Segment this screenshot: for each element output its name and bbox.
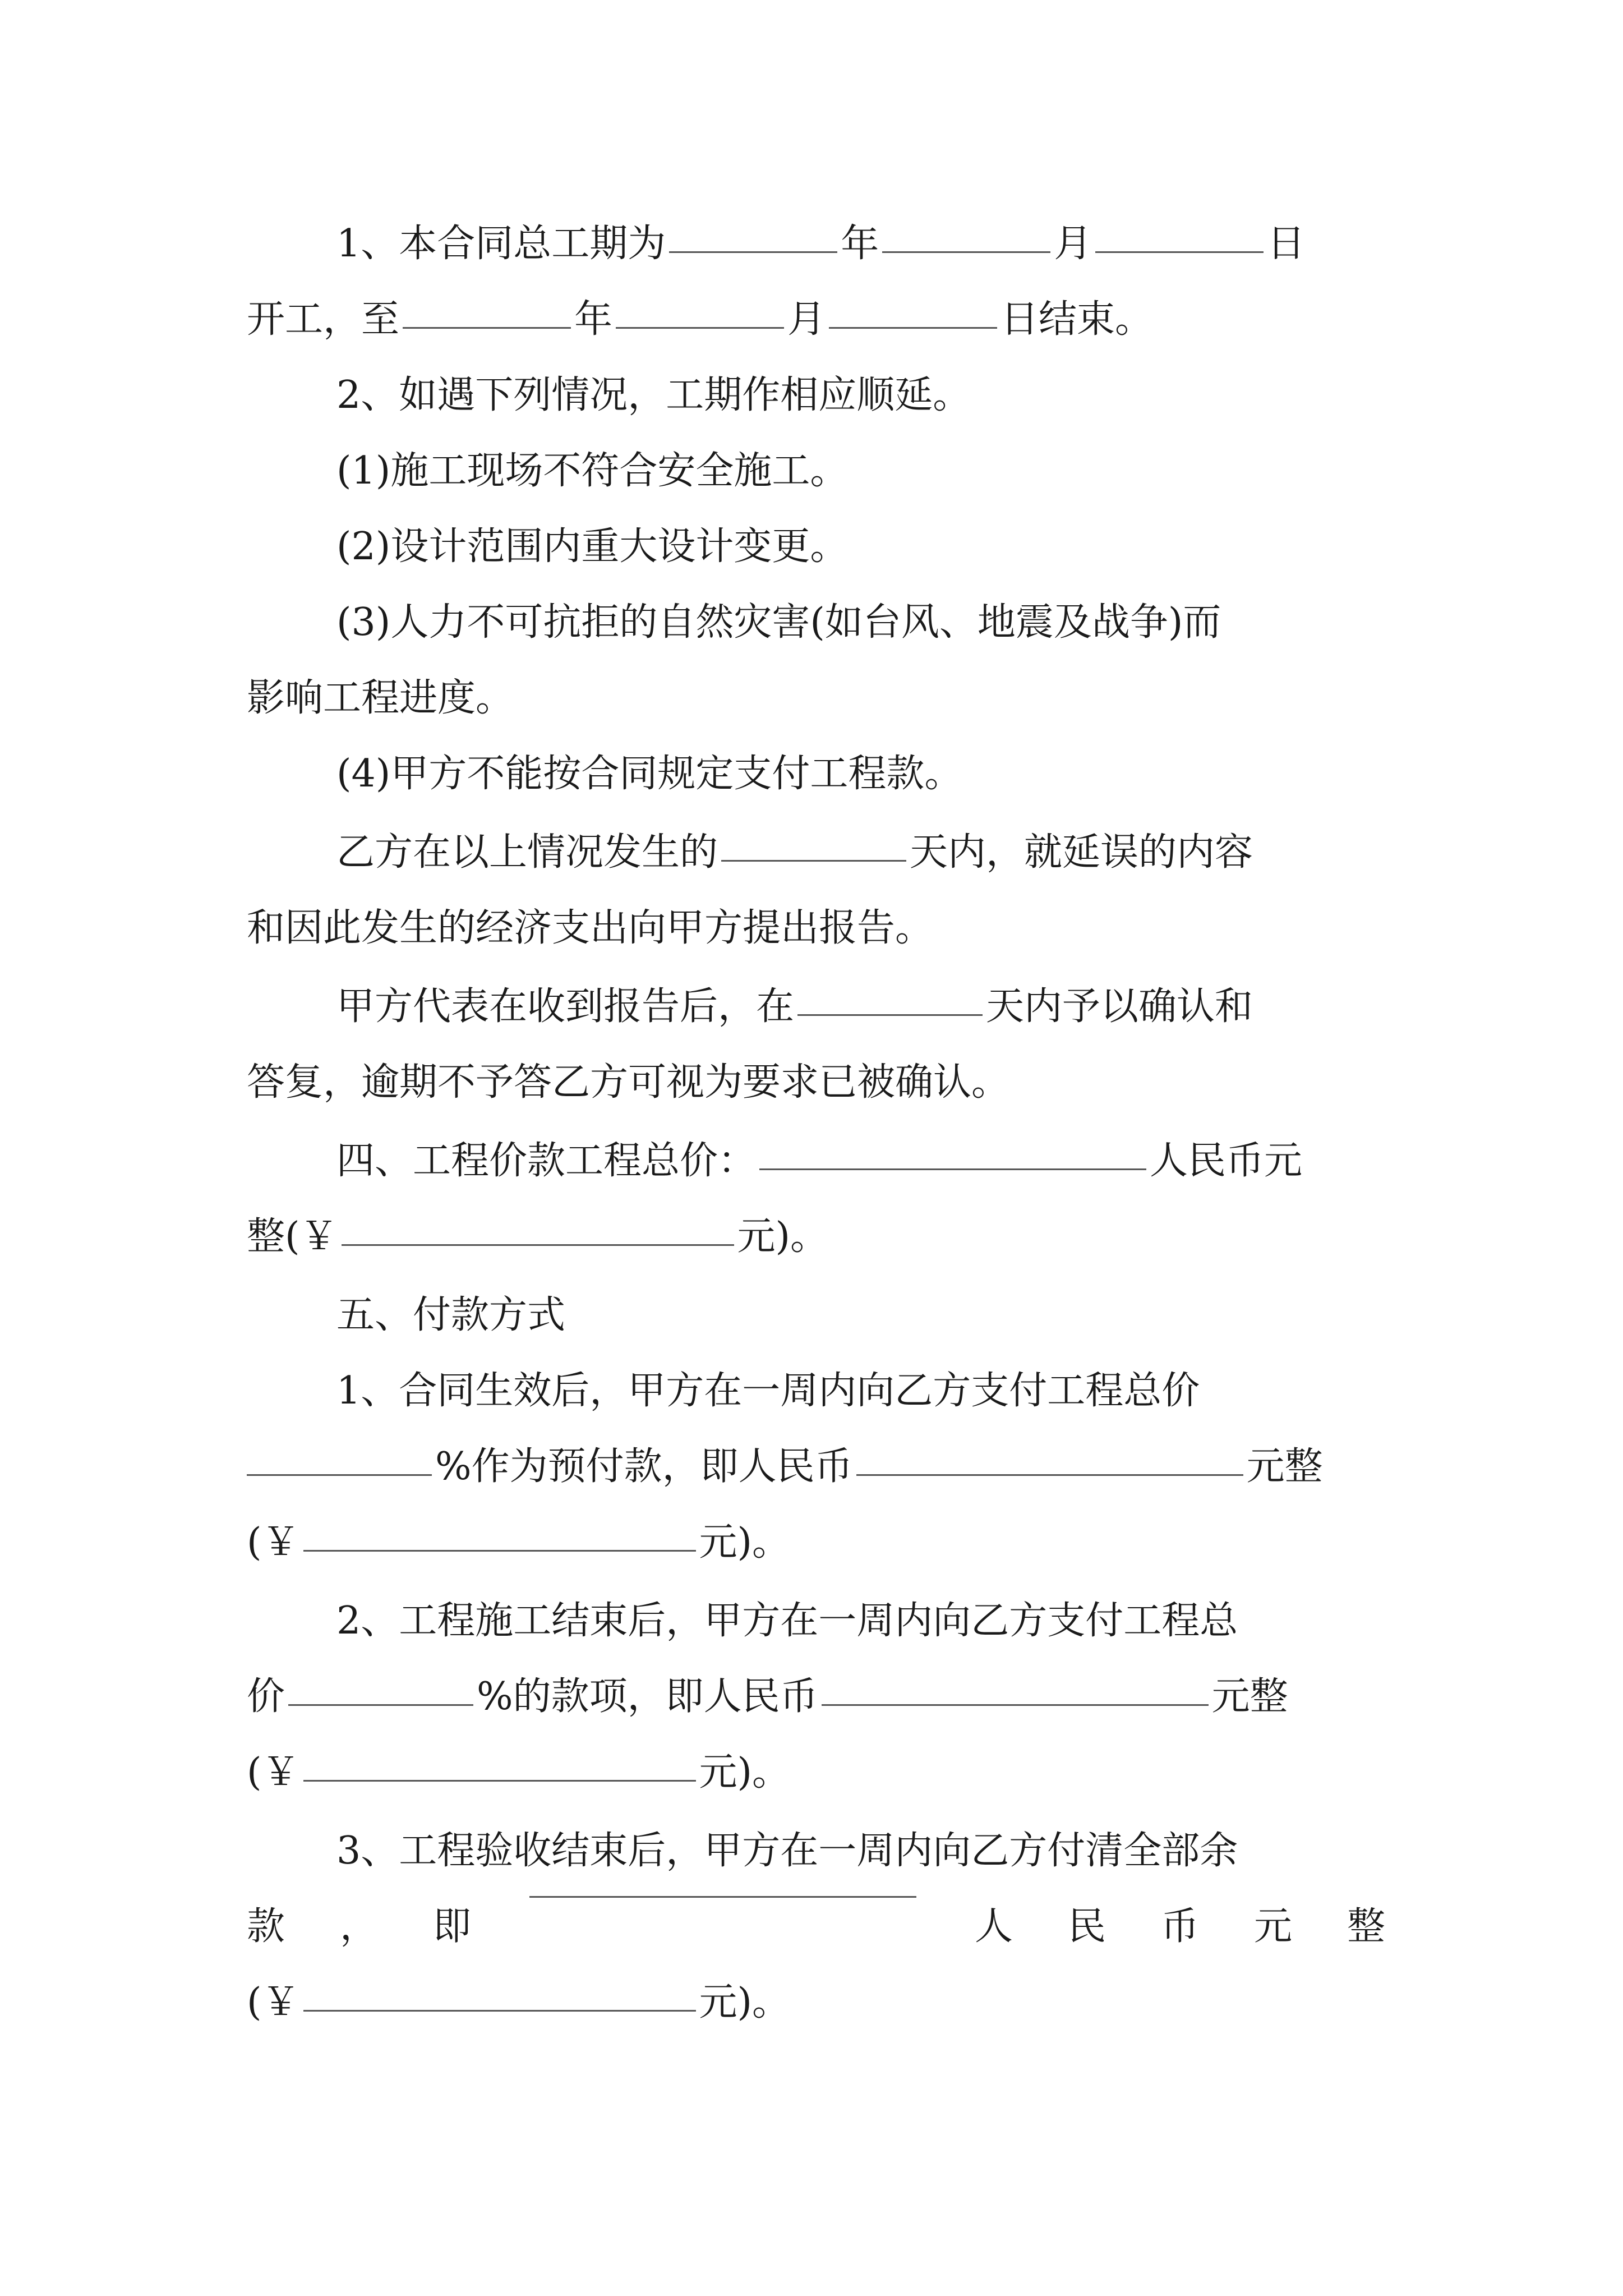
text: 2、工程施工结束后，甲方在一周内向乙方支付工程总	[336, 1599, 1238, 1643]
text: (￥	[247, 1980, 300, 2024]
advance-figure-blank[interactable]	[303, 1549, 696, 1552]
text: 影响工程进度。	[247, 676, 514, 720]
text: (￥	[247, 1520, 300, 1565]
total-price-blank[interactable]	[759, 1168, 1146, 1170]
text: %的款项，即人民币	[477, 1674, 818, 1719]
text: 元)。	[699, 1980, 791, 2024]
confirm-clause-line-2	[247, 1055, 1385, 1111]
total-price-figure-blank[interactable]	[342, 1244, 734, 1246]
text: 天内，就延误的内容	[910, 830, 1253, 875]
text: 四、工程价款工程总价：	[336, 1139, 757, 1183]
extension-item-3-cont	[247, 670, 1385, 726]
text: (1)施工现场不符合安全施工。	[336, 449, 849, 493]
start-year-blank[interactable]	[669, 251, 837, 253]
payment-1-line-1	[336, 1363, 1385, 1419]
text: 价	[247, 1674, 285, 1719]
text: (3)人力不可抗拒的自然灾害(如台风、地震及战争)而	[336, 600, 1221, 645]
text: 答复，逾期不予答乙方可视为要求已被确认。	[247, 1060, 1010, 1105]
text: (2)设计范围内重大设计变更。	[336, 524, 849, 569]
payment-3-line-3	[247, 1975, 1385, 2031]
text: (￥	[247, 1750, 300, 1795]
text: 即	[433, 1904, 472, 1949]
balance-amount-blank[interactable]	[529, 1895, 916, 1898]
balance-figure-blank[interactable]	[303, 2009, 696, 2012]
extension-item-2	[336, 519, 1385, 575]
end-year-blank[interactable]	[403, 326, 571, 329]
text: 天内予以确认和	[986, 984, 1253, 1029]
text: 乙方在以上情况发生的	[336, 830, 718, 875]
text: 人民币元	[1150, 1139, 1303, 1183]
clause-extension-heading	[336, 367, 1385, 424]
text: 元)。	[699, 1750, 791, 1795]
text: 月	[787, 297, 826, 342]
text: 整	[1347, 1904, 1385, 1949]
advance-percent-blank[interactable]	[247, 1474, 432, 1476]
text: 日结束。	[1000, 297, 1154, 342]
report-clause-line-2	[247, 900, 1385, 956]
text: 月	[1054, 222, 1092, 266]
text: 五、付款方式	[336, 1293, 566, 1337]
completion-figure-blank[interactable]	[303, 1779, 696, 1782]
section-5-heading	[336, 1287, 1385, 1343]
start-month-blank[interactable]	[882, 251, 1050, 253]
extension-item-4	[336, 746, 1385, 802]
confirm-clause-line-1	[336, 979, 1385, 1035]
start-day-blank[interactable]	[1095, 251, 1264, 253]
clause-duration-line-1	[336, 216, 1385, 272]
text: (4)甲方不能按合同规定支付工程款。	[336, 752, 963, 796]
text: ，	[340, 1904, 379, 1949]
end-day-blank[interactable]	[829, 326, 997, 329]
payment-2-line-1	[336, 1593, 1385, 1649]
text: 开工，至	[247, 297, 400, 342]
end-month-blank[interactable]	[616, 326, 784, 329]
extension-item-1	[336, 443, 1385, 499]
payment-2-line-2	[247, 1669, 1385, 1725]
payment-3-line-1	[336, 1823, 1385, 1879]
text: 人	[974, 1904, 1013, 1949]
report-days-blank[interactable]	[721, 859, 906, 862]
text: 年	[841, 222, 879, 266]
text: %作为预付款，即人民币	[435, 1444, 853, 1489]
text: 年	[574, 297, 613, 342]
payment-1-line-2	[247, 1439, 1385, 1495]
extension-item-3	[336, 595, 1385, 651]
payment-1-line-3	[247, 1515, 1385, 1571]
text: 元整	[1246, 1444, 1323, 1489]
text: 元整	[1211, 1674, 1288, 1719]
text: 1、合同生效后，甲方在一周内向乙方支付工程总价	[336, 1369, 1200, 1413]
text: 日	[1267, 222, 1306, 266]
report-clause-line-1	[336, 825, 1385, 881]
text: 1、本合同总工期为	[336, 222, 666, 266]
text: 和因此发生的经济支出向甲方提出报告。	[247, 906, 934, 950]
text: 元	[1253, 1904, 1292, 1949]
text: 款	[247, 1904, 285, 1949]
text: 甲方代表在收到报告后，在	[336, 984, 795, 1029]
confirm-days-blank[interactable]	[797, 1014, 983, 1016]
payment-2-line-3	[247, 1745, 1385, 1801]
payment-3-line-2	[247, 1899, 1385, 1955]
completion-amount-blank[interactable]	[822, 1704, 1209, 1706]
text: 整(￥	[247, 1214, 338, 1259]
text: 币	[1160, 1904, 1199, 1949]
text: 元)。	[737, 1214, 829, 1259]
section-4-price-cont	[247, 1209, 1385, 1265]
text: 3、工程验收结束后，甲方在一周内向乙方付清全部余	[336, 1829, 1238, 1873]
text: 2、如遇下列情况，工期作相应顺延。	[336, 373, 971, 417]
text: 民	[1067, 1904, 1106, 1949]
advance-amount-blank[interactable]	[856, 1474, 1243, 1476]
text: 元)。	[699, 1520, 791, 1565]
section-4-price	[336, 1133, 1385, 1189]
clause-duration-line-2	[247, 292, 1385, 348]
completion-percent-blank[interactable]	[288, 1704, 473, 1706]
